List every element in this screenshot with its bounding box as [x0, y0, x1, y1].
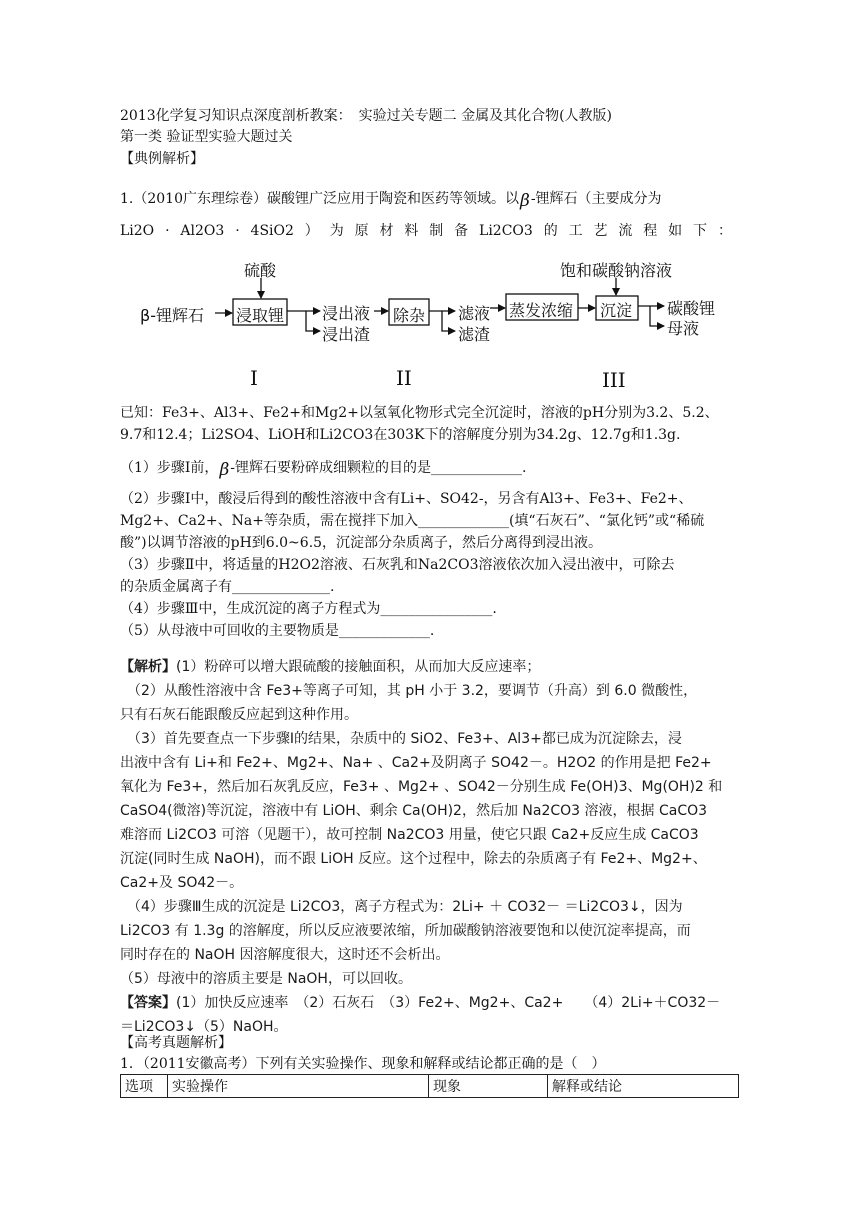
question-1-post: -锂辉石要粉碎成细颗粒的目的是_____________.	[230, 460, 527, 476]
problem-token: 料	[404, 223, 419, 239]
problem-token: ）	[304, 223, 319, 239]
flow-leachate-label: 浸出液	[322, 304, 371, 323]
analysis-line-4: （3）首先要查点一下步骤Ⅰ的结果，杂质中的 SiO2、Fe3+、Al3+都已成为沉淀除去，浸	[120, 731, 682, 747]
answer-label: 【答案】	[120, 995, 176, 1011]
beta-symbol-q1: β	[219, 460, 230, 480]
problem-line-1-post: -锂辉石（主要成分为	[530, 191, 662, 207]
question-2-line-2: Mg2+、Ca2+、Na+等杂质，需在搅拌下加入_____________(填“石灰石”、“氯化钙”或“稀硫	[120, 513, 705, 529]
question-4: （4）步骤Ⅲ中，生成沉淀的离子方程式为________________.	[120, 601, 497, 617]
process-flow-diagram	[140, 256, 740, 396]
analysis-line-8: 难溶而 Li2CO3 可溶（见题干），故可控制 Na2CO3 用量，使它只跟 Ca2+反应生成 CaCO3	[120, 827, 699, 843]
question-3-line-2: 的杂质金属离子有______________.	[120, 579, 335, 595]
analysis-line-12: Li2CO3 有 1.3g 的溶解度，所以反应液要浓缩，所加碳酸钠溶液要饱和以使沉淀率提高，而	[120, 923, 691, 939]
document-title: 2013化学复习知识点深度剖析教案： 实验过关专题二 金属及其化合物(人教版)	[120, 108, 613, 124]
problem-token: 备	[454, 223, 469, 239]
flow-leach-residue-label: 浸出渣	[322, 325, 371, 344]
question-3-line-1: （3）步骤Ⅱ中，将适量的H2O2溶液、石灰乳和Na2CO3溶液依次加入浸出液中，可除去	[120, 557, 675, 573]
problem-token: 艺	[593, 223, 608, 239]
table-header-phenomenon: 现象	[429, 1075, 548, 1098]
flow-product-label: 碳酸锂	[667, 299, 716, 318]
table-header-operation: 实验操作	[168, 1075, 429, 1098]
problem-token: 的	[543, 223, 558, 239]
options-table	[120, 1074, 739, 1098]
problem-token: 原	[354, 223, 369, 239]
analysis-line-7: CaSO4(微溶)等沉淀，溶液中有 LiOH、剩余 Ca(OH)2，然后加 Na2CO3 溶液，根据 CaCO3	[120, 803, 708, 819]
analysis-line-10: Ca2+及 SO42－。	[120, 875, 244, 891]
problem-token: Li2O	[120, 223, 155, 239]
table-header-conclusion: 解释或结论	[548, 1075, 739, 1098]
known-line-1: 已知：Fe3+、Al3+、Fe2+和Mg2+以氢氧化物形式完全沉淀时，溶液的pH分别为3.2、5.2、	[120, 405, 719, 421]
question-5: （5）从母液中可回收的主要物质是_____________.	[120, 623, 435, 639]
question-2-line-1: （2）步骤Ⅰ中，酸浸后得到的酸性溶液中含有Li+、SO42-，另含有Al3+、Fe3+、Fe2+、	[120, 491, 693, 507]
problem-token: 工	[568, 223, 583, 239]
flow-box-purify: 除杂	[393, 306, 426, 325]
exam-question-1: 1．（2011安徽高考）下列有关实验操作、现象和解释或结论都正确的是（ ）	[120, 1056, 606, 1072]
table-header-row	[121, 1075, 739, 1098]
problem-token: Li2CO3	[479, 223, 533, 239]
question-1-pre: （1）步骤Ⅰ前，	[120, 460, 219, 476]
problem-token: 下	[693, 223, 708, 239]
analysis-line-14: （5）母液中的溶质主要是 NaOH，可以回收。	[120, 971, 412, 987]
section-heading-example: 【典例解析】	[120, 151, 204, 167]
analysis-line-1	[120, 656, 540, 678]
question-2-line-3: 酸”)以调节溶液的pH到6.0~6.5，沉淀部分杂质离子，然后分离得到浸出液。	[120, 535, 603, 551]
analysis-text-1: (1）粉碎可以增大跟硫酸的接触面积，从而加大反应速率；	[176, 659, 541, 675]
analysis-line-9: 沉淀(同时生成 NaOH)，而不跟 LiOH 反应。这个过程中，除去的杂质离子有 Fe2+、Mg2+、	[120, 851, 707, 867]
problem-token: 制	[429, 223, 444, 239]
flow-reagent-label: 饱和碳酸钠溶液	[560, 261, 673, 280]
step-label-3: III	[602, 368, 626, 392]
problem-line-1	[120, 190, 662, 210]
analysis-line-6: 氧化为 Fe3+，然后加石灰乳反应，Fe3+ 、Mg2+ 、SO42－分别生成 Fe(OH)3、Mg(OH)2 和	[120, 779, 723, 795]
problem-token: ：	[717, 223, 732, 239]
flow-box-leach: 浸取锂	[236, 306, 285, 325]
flow-acid-label: 硫酸	[244, 261, 277, 280]
problem-token: 流	[618, 223, 633, 239]
analysis-line-13: 同时存在的 NaOH 因溶解度很大，这时还不会析出。	[120, 947, 450, 963]
flow-box-evaporate: 蒸发浓缩	[509, 301, 574, 320]
beta-symbol: β	[520, 191, 530, 211]
document-subtitle: 第一类 验证型实验大题过关	[120, 129, 293, 145]
problem-token: 如	[668, 223, 683, 239]
problem-token: 4SiO2	[250, 223, 294, 239]
problem-token: 程	[643, 223, 658, 239]
known-line-2: 9.7和12.4；Li2SO4、LiOH和Li2CO3在303K下的溶解度分别为34.2g、12.7g和1.3g.	[120, 427, 681, 443]
flow-start-label: β-锂辉石	[140, 306, 204, 325]
flow-filter-residue-label: 滤渣	[458, 325, 491, 344]
analysis-line-3: 只有石灰石能跟酸反应起到这种作用。	[120, 707, 358, 723]
section-heading-exam: 【高考真题解析】	[120, 1035, 232, 1051]
problem-token: ·	[235, 223, 240, 239]
flow-mother-liquor-label: 母液	[667, 319, 700, 338]
problem-token: 材	[379, 223, 394, 239]
answer-line-1	[120, 992, 720, 1014]
step-label-1: I	[250, 366, 258, 390]
problem-line-1-pre: 1.（2010广东理综卷）碳酸锂广泛应用于陶瓷和医药等领域。以	[120, 191, 519, 207]
flow-filtrate-label: 滤液	[458, 304, 491, 323]
problem-token: ·	[165, 223, 170, 239]
analysis-line-11: （4）步骤Ⅲ生成的沉淀是 Li2CO3，离子方程式为：2Li+ ＋ CO32－ ＝Li2CO3↓，因为	[120, 899, 683, 915]
step-label-2: II	[396, 366, 412, 390]
flow-box-precipitate: 沉淀	[600, 301, 633, 320]
answer-text-1: (1）加快反应速率 （2）石灰石 （3）Fe2+、Mg2+、Ca2+ （4）2Li+＋CO32－	[176, 995, 721, 1011]
analysis-label: 【解析】	[120, 659, 176, 675]
problem-line-2	[120, 222, 732, 240]
answer-line-2: ＝Li2CO3↓（5）NaOH。	[120, 1019, 288, 1035]
question-1	[120, 459, 526, 479]
analysis-line-2: （2）从酸性溶液中含 Fe3+等离子可知，其 pH 小于 3.2，要调节（升高）到 6.0 微酸性，	[120, 683, 698, 699]
problem-token: Al2O3	[180, 223, 225, 239]
analysis-line-5: 出液中含有 Li+和 Fe2+、Mg2+、Na+ 、Ca2+及阴离子 SO42－。H2O2 的作用是把 Fe2+	[120, 755, 712, 771]
problem-token: 为	[329, 223, 344, 239]
table-header-option: 选项	[121, 1075, 168, 1098]
